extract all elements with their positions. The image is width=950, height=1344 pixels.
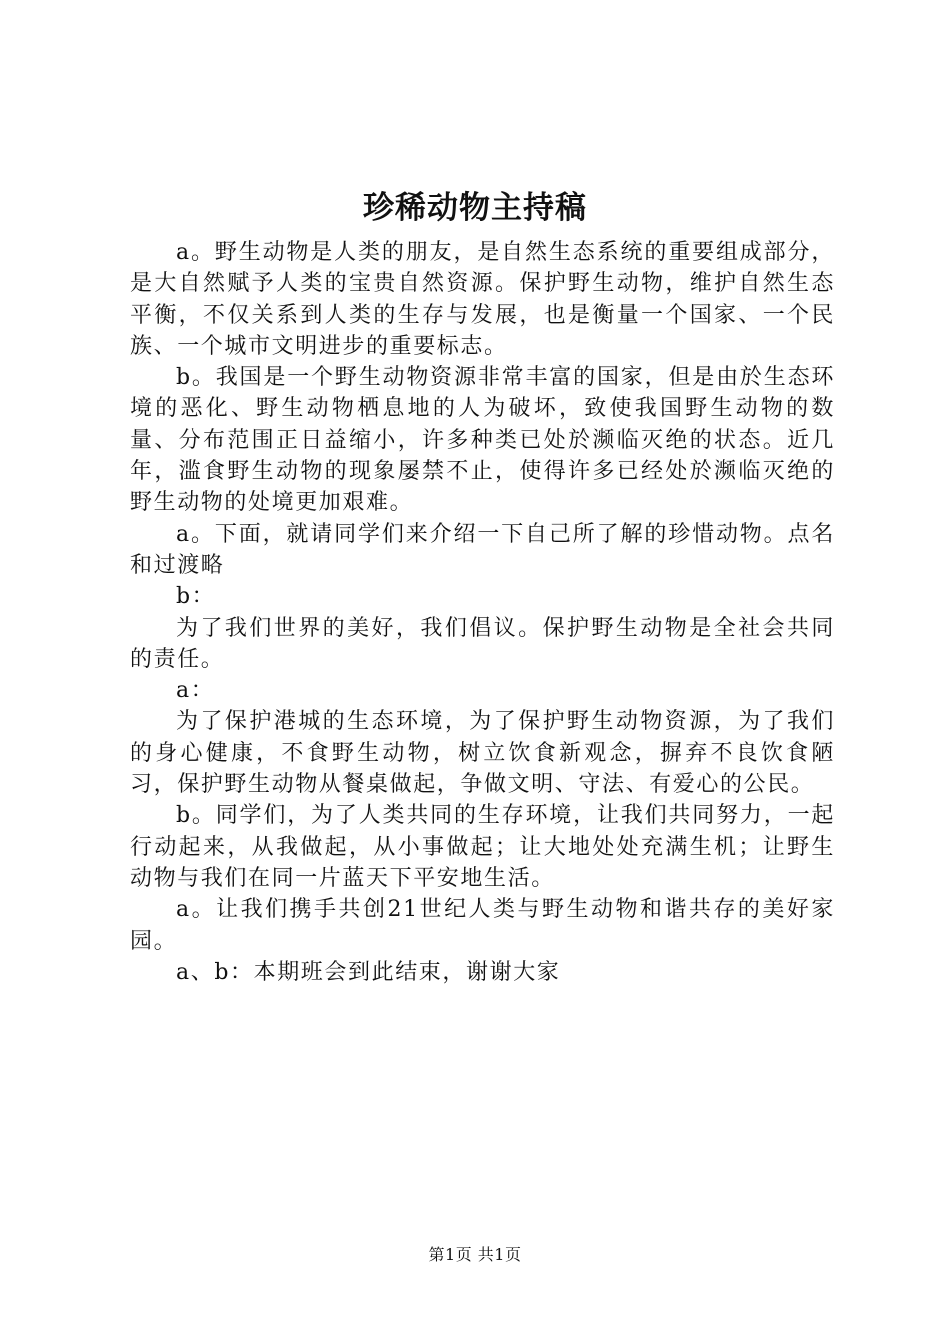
paragraph-4: b： bbox=[176, 584, 216, 610]
document-body bbox=[130, 237, 835, 988]
paragraph-3: a。下面，就请同学们来介绍一下自己所了解的珍惜动物。点名和过渡略 bbox=[130, 521, 835, 578]
paragraph-10: a、b：本期班会到此结束，谢谢大家 bbox=[176, 959, 561, 985]
document-title: 珍稀动物主持稿 bbox=[363, 190, 587, 226]
paragraph-7: 为了保护港城的生态环境，为了保护野生动物资源，为了我们的身心健康，不食野生动物，树立饮食新观念，摒弃不良饮食陋习，保护野生动物从餐桌做起，争做文明、守法、有爱心的公民。 bbox=[130, 709, 835, 798]
paragraph-6: a： bbox=[176, 678, 215, 704]
page-footer: 第1页 共1页 bbox=[428, 1245, 522, 1264]
paragraph-5: 为了我们世界的美好，我们倡议。保护野生动物是全社会共同的责任。 bbox=[130, 615, 835, 672]
paragraph-2: b。我国是一个野生动物资源非常丰富的国家，但是由於生态环境的恶化、野生动物栖息地的人为破坏，致使我国野生动物的数量、分布范围正日益缩小，许多种类已处於濒临灭绝的状态。近几年，滥食野生动物的现象屡禁不止，使得许多已经处於濒临灭绝的野生动物的处境更加艰难。 bbox=[130, 365, 835, 516]
paragraph-9: a。让我们携手共创21世纪人类与野生动物和谐共存的美好家园。 bbox=[130, 897, 835, 954]
paragraph-8: b。同学们，为了人类共同的生存环境，让我们共同努力，一起行动起来，从我做起，从小事做起；让大地处处充满生机；让野生动物与我们在同一片蓝天下平安地生活。 bbox=[130, 803, 835, 891]
paragraph-1: a。野生动物是人类的朋友，是自然生态系统的重要组成部分，是大自然赋予人类的宝贵自然资源。保护野生动物，维护自然生态平衡，不仅关系到人类的生存与发展，也是衡量一个国家、一个民族、一个城市文明进步的重要标志。 bbox=[130, 240, 835, 359]
